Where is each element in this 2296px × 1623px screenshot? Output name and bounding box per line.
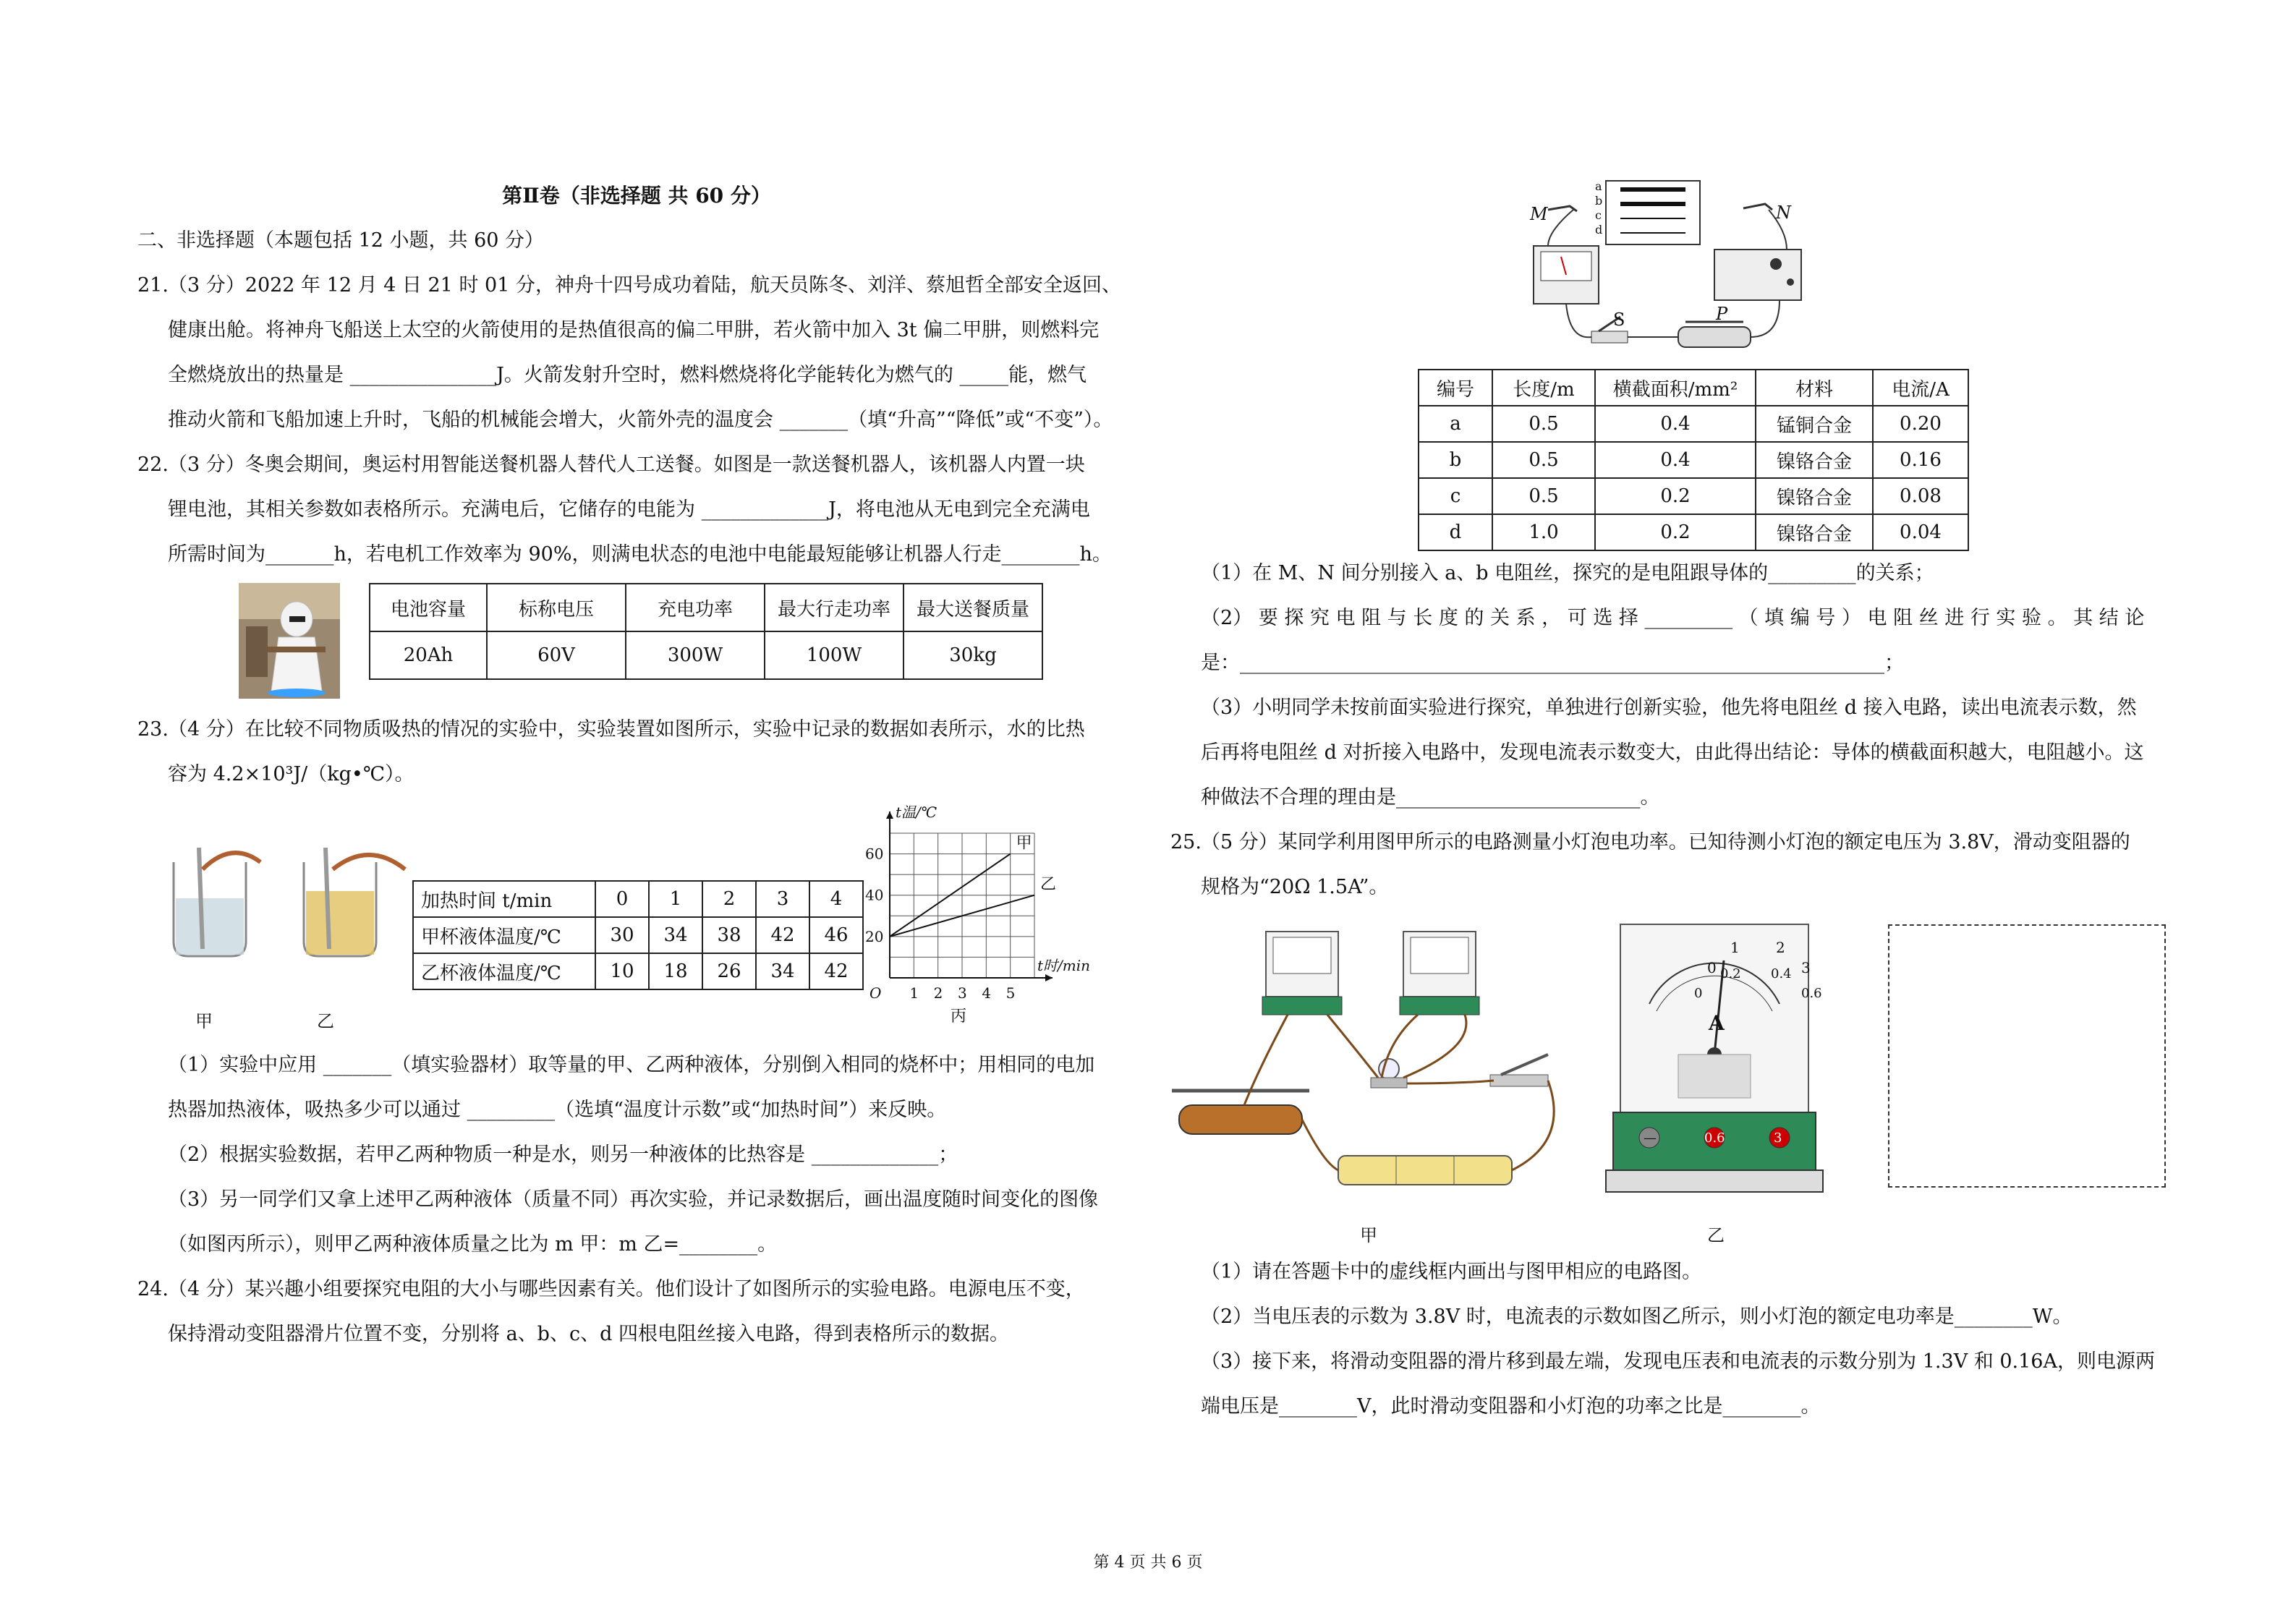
- figure-label-yi: 乙: [1707, 1225, 1725, 1245]
- q21-line-3: 全燃烧放出的热量是 _______________J。火箭发射升空时，燃料燃烧将化学能转化为燃气的 _____能，燃气: [168, 364, 1087, 386]
- terminal-3: 3: [1774, 1130, 1782, 1146]
- q24-cell: 0.04: [1873, 514, 1968, 550]
- q23-figure-row: [137, 797, 1136, 1043]
- q22-header-cell: 标称电压: [487, 584, 626, 631]
- q23-sub-1b: 热器加热液体，吸热多少可以通过 _________（选填“温度计示数”或“加热时间”）来反映。: [168, 1099, 947, 1121]
- q24-cell: 锰铜合金: [1756, 406, 1873, 442]
- x-axis-arrow: [1045, 974, 1053, 981]
- label-d: d: [1595, 223, 1603, 237]
- label-c: c: [1595, 208, 1602, 222]
- q24-cell: a: [1419, 406, 1492, 442]
- q24-cell: b: [1419, 442, 1492, 478]
- q23-number: 23.: [137, 718, 169, 741]
- q23-cell: 乙杯液体温度/℃: [413, 953, 595, 989]
- q23-sub-2: （2）根据实验数据，若甲乙两种物质一种是水，则另一种液体的比热容是 _____________；: [168, 1143, 958, 1166]
- q23-cell: 0: [595, 881, 649, 917]
- q25-sub-3a: （3）接下来，将滑动变阻器的滑片移到最左端，发现电压表和电流表的示数分别为 1.3V 和 0.16A，则电源两: [1201, 1350, 2155, 1373]
- q22-line-1: （3 分）冬奥会期间，奥运村用智能送餐机器人替代人工送餐。如图是一款送餐机器人，该机器人内置一块: [168, 453, 1085, 476]
- q21-number: 21.: [137, 274, 169, 297]
- y-tick-label: 60: [865, 845, 884, 863]
- q23-cell: 10: [595, 953, 649, 989]
- q22-value-cell: 100W: [765, 631, 903, 679]
- q22-line-2: 锂电池，其相关参数如表格所示。充满电后，它储存的电能为 _____________J，将电池从无电到完全充满电: [168, 498, 1090, 521]
- label-a: a: [1595, 179, 1602, 193]
- x-axis-label: t时/min: [1037, 957, 1091, 974]
- q23-cell: 38: [702, 917, 756, 953]
- q23-line-1: （4 分）在比较不同物质吸热的情况的实验中，实验装置如图所示，实验中记录的数据如表所示，水的比热: [168, 718, 1085, 741]
- q23-cell: 加热时间 t/min: [413, 881, 595, 917]
- terminal-minus: —: [1644, 1130, 1657, 1146]
- ammeter-tick-3: 3: [1801, 959, 1811, 976]
- terminal-0.6: 0.6: [1704, 1130, 1725, 1146]
- q24-table: [1418, 369, 1969, 551]
- x-tick-label: 5: [1005, 984, 1016, 1002]
- q24-header-cell: 电流/A: [1873, 370, 1968, 406]
- q24-cell: 0.5: [1492, 478, 1595, 514]
- q23-table: [412, 880, 864, 990]
- q24-header-cell: 材料: [1756, 370, 1873, 406]
- physical-circuit-jia: [1172, 924, 1591, 1206]
- q24-cell: 0.5: [1492, 406, 1595, 442]
- q24-header-cell: 编号: [1419, 370, 1492, 406]
- q24-cell: 0.2: [1595, 478, 1756, 514]
- question-24: [137, 1267, 1136, 1357]
- right-column: [1170, 174, 2192, 1429]
- q24-line-2: 保持滑动变阻器滑片位置不变，分别将 a、b、c、d 四根电阻丝接入电路，得到表格所示的数据。: [168, 1323, 1009, 1345]
- label-b: b: [1595, 194, 1603, 208]
- left-column: [137, 174, 1136, 1357]
- label-N: N: [1776, 203, 1791, 223]
- q24-header-cell: 长度/m: [1492, 370, 1595, 406]
- q24-cell: 1.0: [1492, 514, 1595, 550]
- y-axis-arrow: [886, 812, 893, 819]
- q23-cell: 34: [756, 953, 809, 989]
- temperature-time-chart: [854, 797, 1091, 1043]
- q24-header-cell: 横截面积/mm²: [1595, 370, 1756, 406]
- q23-cell: 42: [756, 917, 809, 953]
- q24-cell: d: [1419, 514, 1492, 550]
- circuit-drawing-box[interactable]: [1888, 924, 2166, 1188]
- chart-title: 丙: [951, 1008, 967, 1026]
- robot-photo: [239, 583, 340, 699]
- ammeter-tick-0: 0: [1707, 959, 1717, 976]
- x-tick-label: 4: [982, 984, 992, 1002]
- q22-header-cell: 充电功率: [626, 584, 765, 631]
- question-21: [137, 263, 1136, 443]
- q24-cell: 0.16: [1873, 442, 1968, 478]
- q23-cell: 3: [756, 881, 809, 917]
- q22-number: 22.: [137, 453, 169, 476]
- q24-number: 24.: [137, 1278, 169, 1300]
- y-tick-label: 20: [865, 927, 884, 945]
- x-tick-label: 1: [909, 984, 919, 1002]
- y-axis-label: t温/℃: [896, 804, 937, 821]
- page-footer: 第 4 页 共 6 页: [1093, 1554, 1203, 1572]
- question-22: [137, 443, 1136, 707]
- q23-cell: 26: [702, 953, 756, 989]
- q22-header-cell: 最大行走功率: [765, 584, 903, 631]
- q25-sub-2: （2）当电压表的示数为 3.8V 时，电流表的示数如图乙所示，则小灯泡的额定电功率是________W。: [1201, 1305, 2072, 1328]
- q24-cell: 0.4: [1595, 442, 1756, 478]
- q22-header-cell: 电池容量: [370, 584, 487, 631]
- q25-sub-1: （1）请在答题卡中的虚线框内画出与图甲相应的电路图。: [1201, 1261, 1702, 1283]
- beakers-figure: [159, 840, 420, 985]
- label-S: S: [1613, 310, 1625, 330]
- q25-sub-3b: 端电压是________V，此时滑动变阻器和小灯泡的功率之比是________。: [1201, 1395, 1821, 1418]
- q23-cell: 甲杯液体温度/℃: [413, 917, 595, 953]
- ammeter-tick-2: 2: [1776, 939, 1785, 956]
- q22-figure-row: [137, 577, 1136, 707]
- q24-sub-3a: （3）小明同学未按前面实验进行探究，单独进行创新实验，他先将电阻丝 d 接入电路，读出电流表示数，然: [1201, 697, 2137, 719]
- q23-cell: 34: [649, 917, 702, 953]
- figure-label-jia: 甲: [1360, 1225, 1377, 1245]
- beaker-label-jia: 甲: [195, 1011, 213, 1031]
- ammeter-subtick-2: 0.4: [1771, 966, 1792, 981]
- q24-cell: 0.20: [1873, 406, 1968, 442]
- q22-value-cell: 300W: [626, 631, 765, 679]
- origin-label: O: [869, 984, 882, 1002]
- beaker-yi: [304, 848, 405, 956]
- q23-sub-3b: （如图丙所示），则甲乙两种液体质量之比为 m 甲：m 乙=________。: [168, 1233, 778, 1256]
- q23-line-2: 容为 4.2×10³J/（kg•℃）。: [168, 763, 414, 785]
- q21-line-4: 推动火箭和飞船加速上升时，飞船的机械能会增大，火箭外壳的温度会 _______（填“升高”“降低”或“不变”）。: [168, 409, 1113, 431]
- q23-sub-1a: （1）实验中应用 _______（填实验器材）取等量的甲、乙两种液体，分别倒入相同的烧杯中；用相同的电加: [168, 1054, 1095, 1076]
- label-P: P: [1716, 304, 1728, 324]
- q25-line-1: （5 分）某同学利用图甲所示的电路测量小灯泡电功率。已知待测小灯泡的额定电压为 3.8V，滑动变阻器的: [1201, 831, 2130, 853]
- question-23: [137, 707, 1136, 1267]
- q24-cell: 镍铬合金: [1756, 514, 1873, 550]
- q22-value-cell: 20Ah: [370, 631, 487, 679]
- q23-cell: 30: [595, 917, 649, 953]
- ammeter-unit: A: [1709, 1011, 1725, 1035]
- q24-sub-2a: （2） 要 探 究 电 阻 与 长 度 的 关 系 ， 可 选 择 _________ （ 填 编 号 ） 电 阻 丝 进 行 实 验 。 其 结 论: [1201, 607, 2145, 629]
- q25-figure-row: [1201, 910, 2192, 1250]
- y-tick-label: 40: [865, 886, 884, 904]
- q24-sub-1: （1）在 M、N 间分别接入 a、b 电阻丝，探究的是电阻跟导体的_________的关系；: [1201, 562, 1934, 584]
- q23-cell: 46: [809, 917, 863, 953]
- section-subtitle: 二、非选择题（本题包括 12 小题，共 60 分）: [137, 229, 545, 252]
- q21-line-1: （3 分）2022 年 12 月 4 日 21 时 01 分，神舟十四号成功着陆，航天员陈冬、刘洋、蔡旭哲全部安全返回、: [168, 274, 1121, 297]
- ammeter-tick-1: 1: [1730, 939, 1740, 956]
- q22-table: [369, 583, 1043, 680]
- q24-cell: 0.2: [1595, 514, 1756, 550]
- q23-sub-3a: （3）另一同学们又拿上述甲乙两种液体（质量不同）再次实验，并记录数据后，画出温度随时间变化的图像: [168, 1188, 1099, 1211]
- q24-line-1: （4 分）某兴趣小组要探究电阻的大小与哪些因素有关。他们设计了如图所示的实验电路。电源电压不变，: [168, 1278, 1085, 1300]
- q24-cell: 镍铬合金: [1756, 478, 1873, 514]
- q24-circuit-figure: [1201, 174, 2192, 369]
- x-tick-label: 3: [958, 984, 967, 1002]
- ammeter-subtick-3: 0.6: [1801, 986, 1822, 1001]
- q22-value-cell: 60V: [487, 631, 626, 679]
- q22-header-cell: 最大送餐质量: [903, 584, 1042, 631]
- q24-sub-3c: 种做法不合理的理由是_________________________。: [1201, 786, 1660, 809]
- q24-sub-3b: 后再将电阻丝 d 对折接入电路中，发现电流表示数变大，由此得出结论：导体的横截面积越大，电阻越小。这: [1201, 741, 2144, 764]
- section-title: 第Ⅱ卷（非选择题 共 60 分）: [502, 184, 771, 208]
- ammeter-subtick-1: 0.2: [1720, 966, 1741, 981]
- q22-value-cell: 30kg: [903, 631, 1042, 679]
- q21-line-2: 健康出舱。将神舟飞船送上太空的火箭使用的是热值很高的偏二甲肼，若火箭中加入 3t 偏二甲肼，则燃料完: [168, 319, 1100, 341]
- q23-cell: 1: [649, 881, 702, 917]
- ammeter-subtick-0: 0: [1694, 986, 1703, 1001]
- q25-number: 25.: [1170, 831, 1202, 853]
- beaker-jia: [174, 848, 260, 956]
- q23-cell: 18: [649, 953, 702, 989]
- q25-line-2: 规格为“20Ω 1.5A”。: [1201, 876, 1389, 898]
- q24-cell: 0.08: [1873, 478, 1968, 514]
- q24-sub-2b: 是：__________________________________________________________________；: [1201, 652, 1904, 674]
- q23-cell: 42: [809, 953, 863, 989]
- label-M: M: [1530, 204, 1548, 224]
- resistance-circuit-diagram: [1505, 174, 1808, 369]
- q24-cell: 镍铬合金: [1756, 442, 1873, 478]
- q23-cell: 2: [702, 881, 756, 917]
- q24-cell: 0.4: [1595, 406, 1756, 442]
- q22-line-3: 所需时间为_______h，若电机工作效率为 90%，则满电状态的电池中电能最短能够让机器人行走________h。: [168, 543, 1112, 566]
- q23-cell: 4: [809, 881, 863, 917]
- q24-cell: c: [1419, 478, 1492, 514]
- series-label: 乙: [1040, 875, 1057, 894]
- x-tick-label: 2: [933, 984, 943, 1002]
- q24-cell: 0.5: [1492, 442, 1595, 478]
- series-label: 甲: [1016, 834, 1032, 853]
- beaker-label-yi: 乙: [317, 1011, 334, 1031]
